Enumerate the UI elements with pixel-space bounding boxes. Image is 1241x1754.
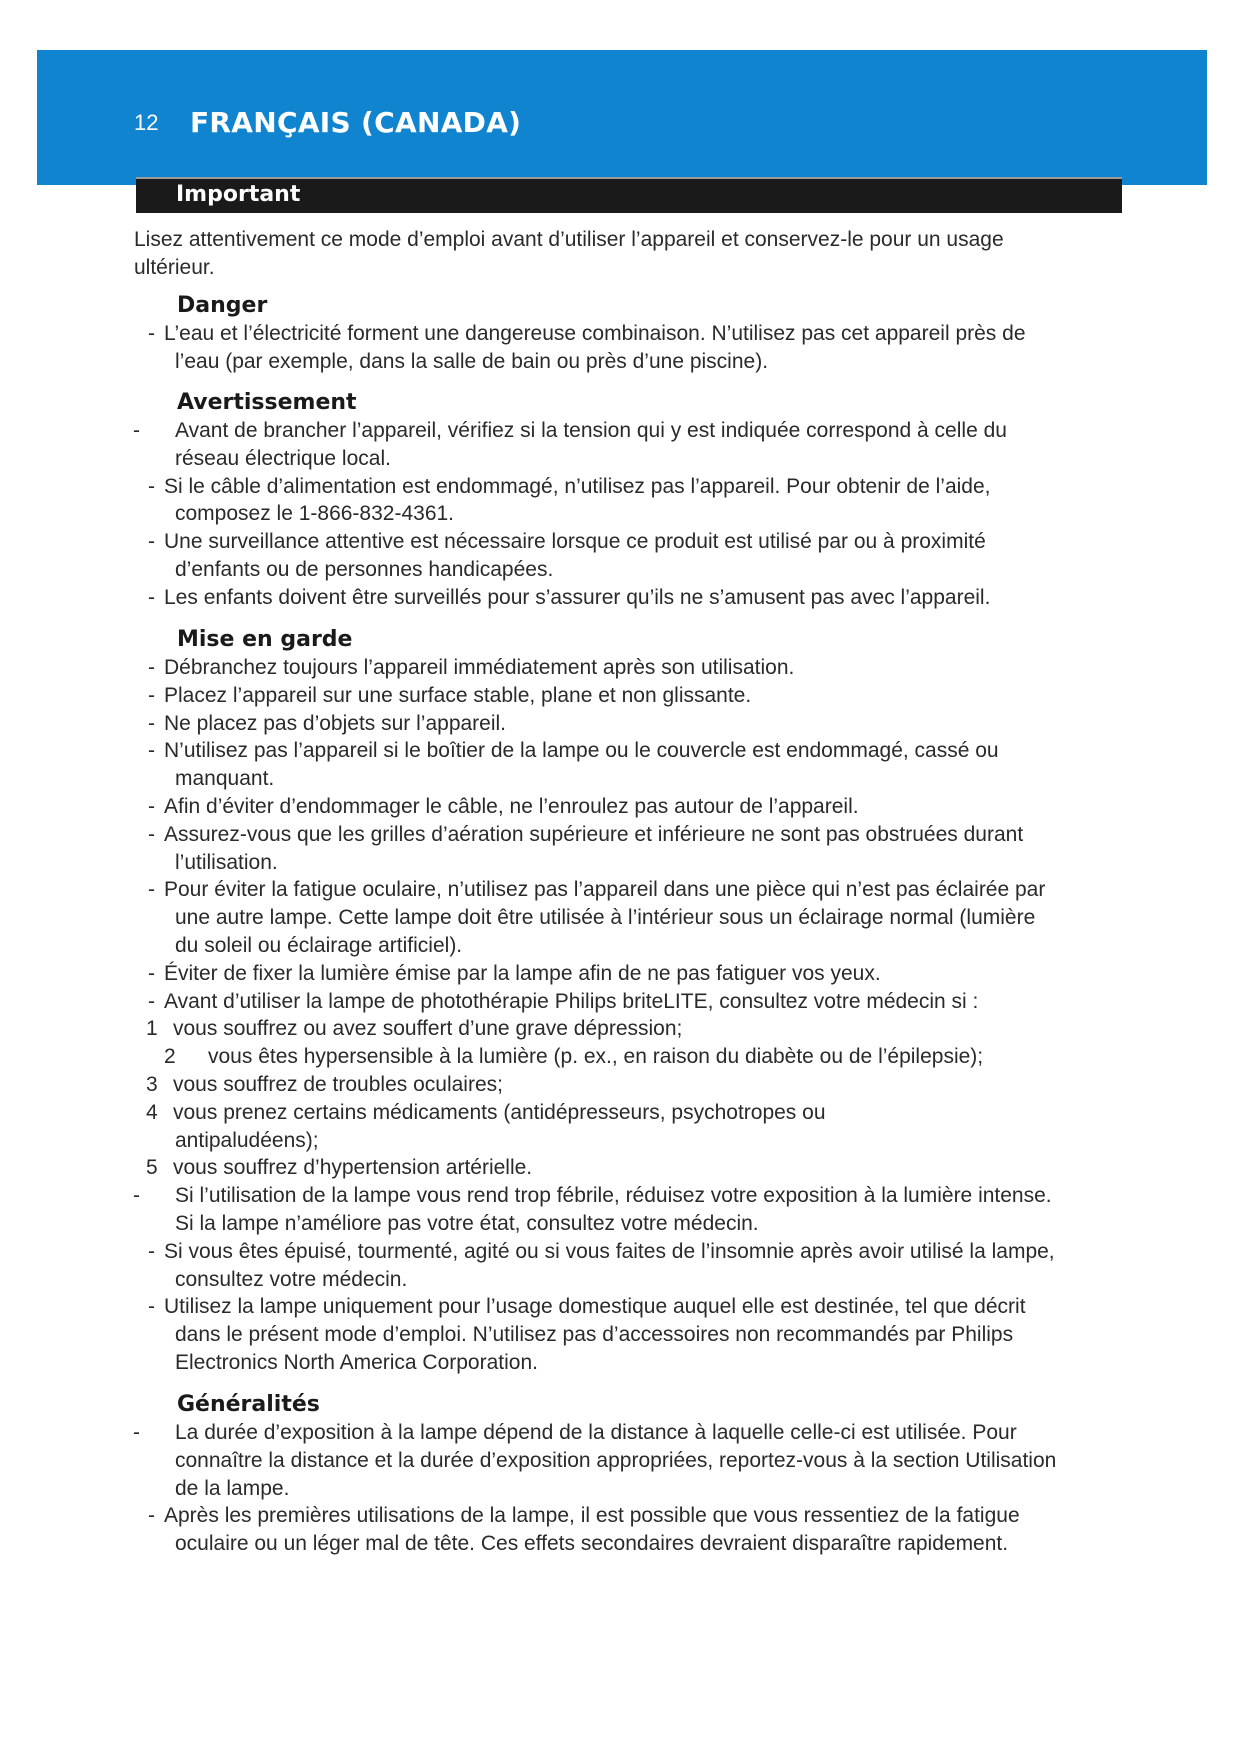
caution-item-marker: 4 — [146, 1100, 158, 1124]
danger-item-text: l’eau (par exemple, dans la salle de bain ou près d’une piscine). — [175, 349, 769, 373]
caution-item-marker: - — [148, 1295, 155, 1319]
warning-item-text: composez le 1-866-832-4361. — [175, 502, 455, 526]
warning-item-text: Les enfants doivent être surveillés pour s’assurer qu’ils ne s’amusent pas avec l’appareil. — [164, 585, 991, 609]
caution-item-text: Electronics North America Corporation. — [175, 1351, 538, 1374]
general-item-marker: - — [133, 1421, 140, 1444]
heading-general: Généralités — [177, 1392, 320, 1417]
caution-item-text: Si l’utilisation de la lampe vous rend trop fébrile, réduisez votre exposition à la lumière intense. — [175, 1184, 1052, 1208]
caution-item-text: Pour éviter la fatigue oculaire, n’utilisez pas l’appareil dans une pièce qui n’est pas éclairée par — [164, 878, 1046, 902]
section-title: Important — [176, 182, 301, 207]
caution-item-marker: - — [148, 1239, 155, 1263]
general-item-marker: - — [148, 1504, 155, 1528]
warning-item-text: d’enfants ou de personnes handicapées. — [175, 558, 554, 581]
warning-item-text: réseau électrique local. — [175, 446, 391, 470]
caution-item-marker: - — [148, 739, 155, 763]
caution-item-text: consultez votre médecin. — [175, 1267, 408, 1291]
caution-item-text: N’utilisez pas l’appareil si le boîtier de la lampe ou le couvercle est endommagé, cassé ou — [164, 739, 999, 763]
general-item-text: oculaire ou un léger mal de tête. Ces effets secondaires devraient disparaître rapidement. — [175, 1532, 1009, 1556]
caution-item-marker: 5 — [146, 1156, 158, 1180]
caution-item-marker: 1 — [146, 1017, 158, 1041]
warning-item-marker: - — [148, 585, 155, 609]
caution-item-marker: - — [148, 683, 155, 707]
caution-item-text: Éviter de fixer la lumière émise par la lampe afin de ne pas fatiguer vos yeux. — [164, 961, 881, 985]
caution-item-text: vous êtes hypersensible à la lumière (p. ex., en raison du diabète ou de l’épilepsie); — [208, 1045, 984, 1069]
caution-item-marker: - — [148, 656, 155, 679]
warning-item-marker: - — [148, 474, 155, 498]
warning-item-text: Si le câble d’alimentation est endommagé, n’utilisez pas l’appareil. Pour obtenir de l’aide, — [164, 474, 991, 498]
language-title: FRANÇAIS (CANADA) — [190, 106, 522, 139]
heading-caution: Mise en garde — [177, 627, 353, 652]
caution-item-text: Afin d’éviter d’endommager le câble, ne l’enroulez pas autour de l’appareil. — [164, 795, 859, 818]
caution-item-text: Assurez-vous que les grilles d’aération supérieure et inférieure ne sont pas obstruées durant — [164, 822, 1024, 846]
caution-item-marker: 2 — [164, 1045, 176, 1069]
caution-item-text: vous prenez certains médicaments (antidépresseurs, psychotropes ou — [173, 1100, 826, 1124]
general-item-text: La durée d’exposition à la lampe dépend de la distance à laquelle celle-ci est utilisée. Pour — [175, 1421, 1017, 1444]
caution-item-text: Placez l’appareil sur une surface stable, plane et non glissante. — [164, 683, 752, 707]
caution-item-text: dans le présent mode d’emploi. N’utilisez pas d’accessoires non recommandés par Philips — [175, 1323, 1014, 1347]
caution-item-text: une autre lampe. Cette lampe doit être utilisée à l’intérieur sous un éclairage normal (lumière — [175, 906, 1036, 930]
caution-item-text: l’utilisation. — [175, 850, 278, 874]
caution-item-marker: - — [148, 989, 155, 1013]
warning-item-text: Avant de brancher l’appareil, vérifiez si la tension qui y est indiquée correspond à celle du — [175, 419, 1007, 442]
section-bar — [136, 177, 1122, 213]
warning-item-text: Une surveillance attentive est nécessaire lorsque ce produit est utilisé par ou à proximité — [164, 530, 986, 554]
caution-item-marker: - — [148, 711, 155, 735]
caution-item-text: vous souffrez de troubles oculaires; — [173, 1073, 503, 1096]
caution-item-marker: - — [148, 795, 155, 818]
caution-item-text: du soleil ou éclairage artificiel). — [175, 934, 463, 957]
caution-item-text: antipaludéens); — [175, 1128, 319, 1152]
warning-item-marker: - — [148, 530, 155, 554]
caution-item-text: Ne placez pas d’objets sur l’appareil. — [164, 711, 507, 735]
caution-item-text: Si vous êtes épuisé, tourmenté, agité ou si vous faites de l’insomnie après avoir utilisé la lampe, — [164, 1239, 1055, 1263]
caution-item-text: Si la lampe n’améliore pas votre état, consultez votre médecin. — [175, 1212, 759, 1235]
general-item-text: Après les premières utilisations de la lampe, il est possible que vous ressentiez de la fatigue — [164, 1504, 1020, 1528]
heading-warning: Avertissement — [177, 390, 357, 415]
danger-item-marker: - — [148, 322, 155, 345]
caution-item-marker: - — [148, 961, 155, 985]
caution-item-marker: - — [133, 1184, 140, 1208]
warning-item-marker: - — [133, 419, 140, 442]
page-number: 12 — [134, 110, 159, 135]
caution-item-marker: 3 — [146, 1073, 158, 1096]
caution-item-text: vous souffrez ou avez souffert d’une grave dépression; — [173, 1017, 683, 1041]
intro-paragraph: Lisez attentivement ce mode d’emploi avant d’utiliser l’appareil et conservez-le pour un usage ultérieur. — [134, 228, 1004, 279]
caution-item-text: Utilisez la lampe uniquement pour l’usage domestique auquel elle est destinée, tel que décrit — [164, 1295, 1026, 1319]
heading-danger: Danger — [177, 293, 268, 318]
danger-item-text: L’eau et l’électricité forment une dangereuse combinaison. N’utilisez pas cet appareil près de — [164, 322, 1026, 345]
caution-item-marker: - — [148, 878, 155, 902]
general-item-text: de la lampe. — [175, 1476, 290, 1500]
caution-item-text: Avant d’utiliser la lampe de photothérapie Philips briteLITE, consultez votre médecin si : — [164, 989, 979, 1013]
caution-item-text: vous souffrez d’hypertension artérielle. — [173, 1156, 533, 1180]
general-item-text: connaître la distance et la durée d’exposition appropriées, reportez-vous à la section Utilisation — [175, 1448, 1057, 1472]
caution-item-marker: - — [148, 822, 155, 846]
caution-item-text: Débranchez toujours l’appareil immédiatement après son utilisation. — [164, 656, 795, 679]
caution-item-text: manquant. — [175, 767, 275, 791]
